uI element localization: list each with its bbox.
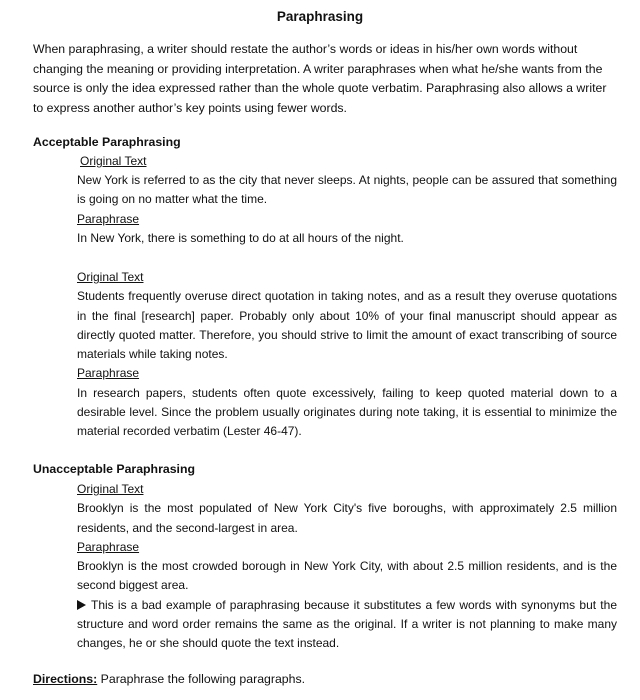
bad-example-note-text: This is a bad example of paraphrasing because it substitutes a few words with synonyms but the structure and word order remains the same as the original. If a writer is not planning to make many changes, he or she should quote the text instead. <box>77 597 617 651</box>
original-text-label: Original Text <box>77 482 144 496</box>
bad-example-note <box>77 596 617 654</box>
intro-text: When paraphrasing, a writer should restate the author’s words or ideas in his/her own words without changing the meaning or providing interpretation. A writer paraphrases when what he/she wants from the source is only the idea expressed rather than the whole quote verbatim. Paraphrasing also allows a writer to express another author’s key points using fewer words. <box>33 42 607 115</box>
original-text: Students frequently overuse direct quotation in taking notes, and as a result they overuse quotations in the final [research] paper. Probably only about 10% of your final manuscript should appear as directly quoted matter. Therefore, you should strive to limit the amount of exact transcribing of source materials while taking notes. <box>77 289 617 362</box>
original-text: Brooklyn is the most populated of New York City's five boroughs, with approximately 2.5 million residents, and the second-largest in area. <box>77 501 617 535</box>
paraphrase-text: Brooklyn is the most crowded borough in New York City, with about 2.5 million residents, and is the second biggest area. <box>77 559 617 593</box>
acceptable-example-2 <box>77 268 617 442</box>
paraphrase-label: Paraphrase <box>77 366 140 381</box>
page-title: Paraphrasing <box>276 9 364 24</box>
unacceptable-example <box>77 480 617 654</box>
acceptable-example-1 <box>80 152 617 171</box>
unacceptable-heading: Unacceptable Paraphrasing <box>33 462 195 476</box>
directions <box>33 672 305 686</box>
acceptable-heading: Acceptable Paraphrasing <box>33 135 181 149</box>
intro-paragraph <box>33 40 618 118</box>
original-text-label: Original Text <box>77 270 144 284</box>
paraphrase-label: Paraphrase <box>77 211 140 226</box>
directions-label: Directions: <box>33 672 98 686</box>
paraphrase-text: In New York, there is something to do at all hours of the night. <box>77 230 404 245</box>
paraphrase-label: Paraphrase <box>77 539 140 554</box>
original-text: New York is referred to as the city that never sleeps. At nights, people can be assured that something is going on no matter what the time. <box>77 173 617 207</box>
directions-text: Paraphrase the following paragraphs. <box>100 672 306 686</box>
acceptable-example-1-body <box>77 171 617 248</box>
original-text-label: Original Text <box>80 154 147 168</box>
paraphrase-text: In research papers, students often quote excessively, failing to keep quoted material down to a desirable level. Since the problem usually originates during note taking, it is essential to minimize the material recorded verbatim (Lester 46-47). <box>77 385 617 439</box>
arrow-right-icon <box>77 600 86 610</box>
